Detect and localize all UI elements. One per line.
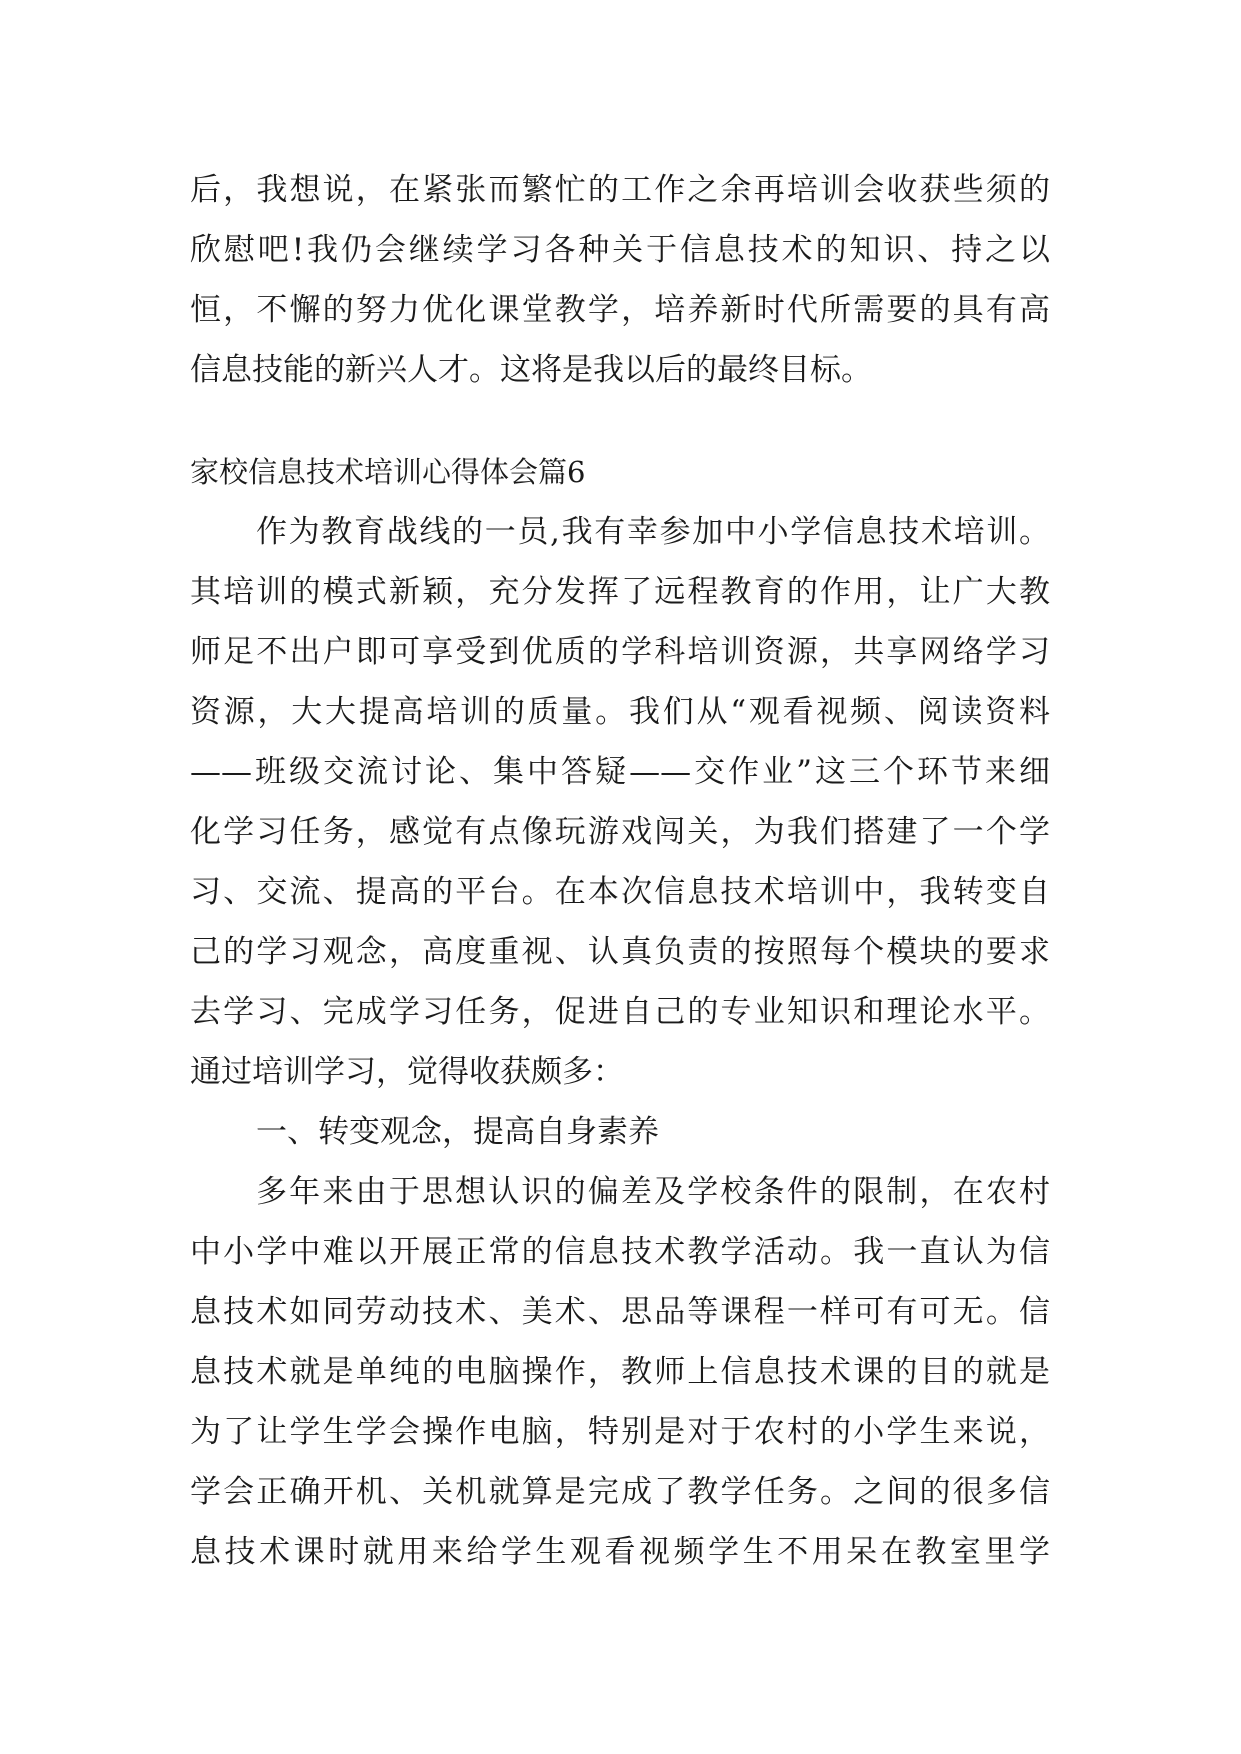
paragraph-continuation	[190, 160, 1050, 400]
text-line: 多年来由于思想认识的偏差及学校条件的限制，在农村	[256, 1174, 1050, 1210]
paragraph-intro	[190, 502, 1050, 1102]
text-line: 息技术就是单纯的电脑操作，教师上信息技术课的目的就是	[190, 1354, 1050, 1390]
text-line: 师足不出户即可享受到优质的学科培训资源，共享网络学习	[190, 634, 1050, 670]
text-line: 恒，不懈的努力优化课堂教学，培养新时代所需要的具有高	[190, 292, 1050, 328]
text-line: ——班级交流讨论、集中答疑——交作业”这三个环节来细	[190, 754, 1050, 790]
section-heading-block	[190, 442, 1050, 502]
text-line: 后，我想说，在紧张而繁忙的工作之余再培训会收获些须的	[190, 172, 1050, 208]
subheading-block	[190, 1102, 1050, 1162]
section-heading: 家校信息技术培训心得体会篇6	[190, 455, 586, 489]
text-line: 作为教育战线的一员,我有幸参加中小学信息技术培训。	[256, 514, 1050, 550]
text-line: 其培训的模式新颖，充分发挥了远程教育的作用，让广大教	[190, 574, 1050, 610]
text-line: 息技术如同劳动技术、美术、思品等课程一样可有可无。信	[190, 1294, 1050, 1330]
text-line: 己的学习观念，高度重视、认真负责的按照每个模块的要求	[190, 934, 1050, 970]
text-line: 为了让学生学会操作电脑，特别是对于农村的小学生来说，	[190, 1414, 1050, 1450]
text-line: 资源，大大提高培训的质量。我们从“观看视频、阅读资料	[190, 694, 1050, 730]
text-line: 学会正确开机、关机就算是完成了教学任务。之间的很多信	[190, 1474, 1050, 1510]
text-line: 通过培训学习，觉得收获颇多：	[190, 1054, 624, 1090]
paragraph-body	[190, 1162, 1050, 1582]
text-line: 化学习任务，感觉有点像玩游戏闯关，为我们搭建了一个学	[190, 814, 1050, 850]
subheading: 一、转变观念，提高自身素养	[256, 1114, 659, 1150]
text-line: 息技术课时就用来给学生观看视频学生不用呆在教室里学	[190, 1534, 1050, 1570]
text-line: 习、交流、提高的平台。在本次信息技术培训中，我转变自	[190, 874, 1050, 910]
text-line: 欣慰吧!我仍会继续学习各种关于信息技术的知识、持之以	[190, 232, 1050, 268]
document-page	[190, 160, 1050, 1582]
text-line: 去学习、完成学习任务，促进自己的专业知识和理论水平。	[190, 994, 1050, 1030]
text-line: 信息技能的新兴人才。这将是我以后的最终目标。	[190, 352, 872, 388]
text-line: 中小学中难以开展正常的信息技术教学活动。我一直认为信	[190, 1234, 1050, 1270]
